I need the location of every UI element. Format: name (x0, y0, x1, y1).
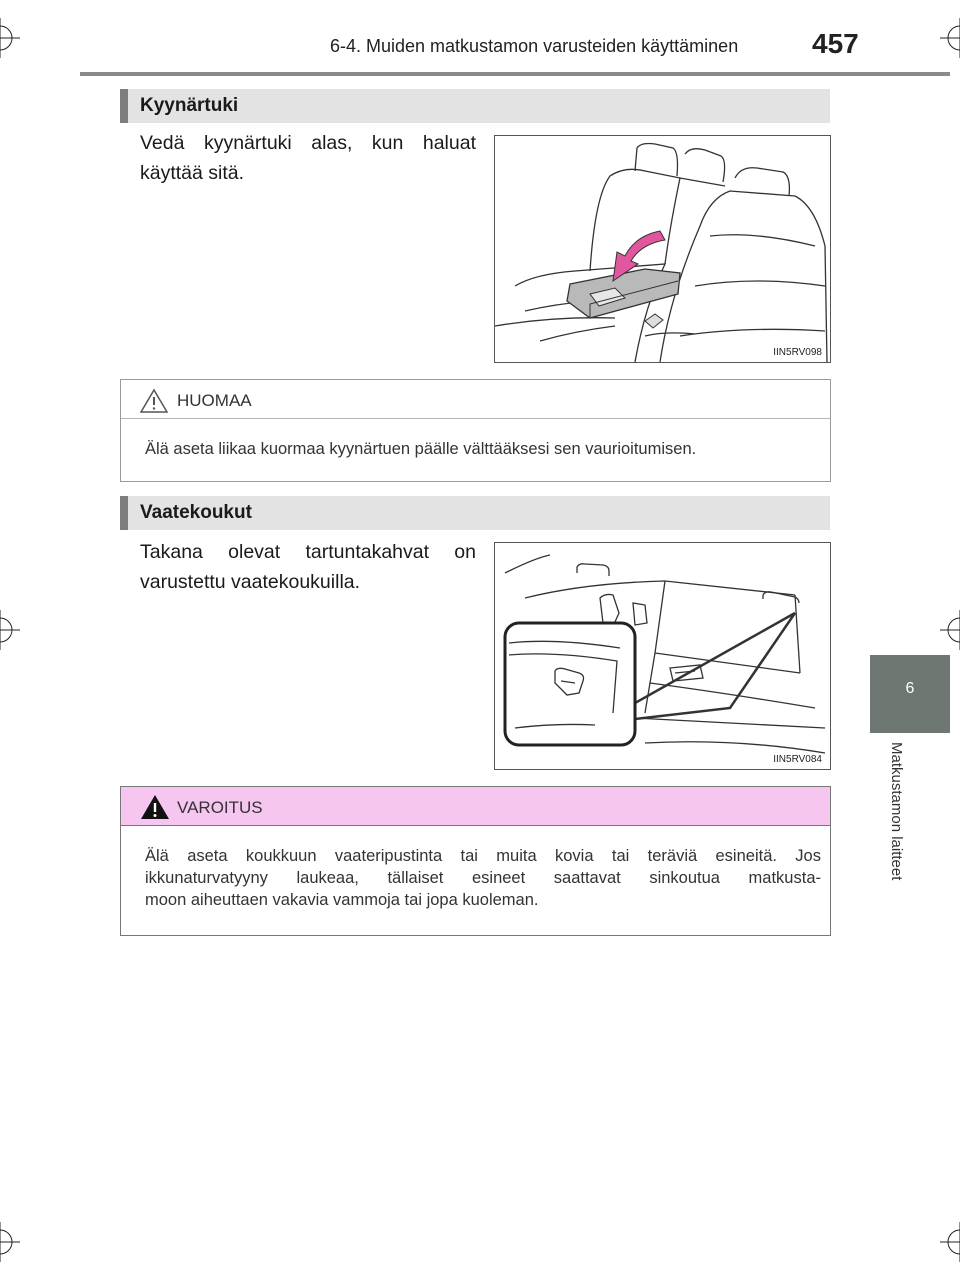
armrest-text-line: käyttää sitä. (140, 162, 245, 184)
armrest-body-text (140, 128, 476, 188)
warning-triangle-icon (139, 793, 171, 826)
coat-hooks-text-line: varustettu vaatekoukuilla. (140, 571, 361, 593)
notice-label: HUOMAA (177, 391, 252, 410)
armrest-illustration (494, 135, 831, 363)
coat-hooks-text-line: Takana olevat tartuntakahvat on (140, 541, 476, 563)
coat-hook-illustration (494, 542, 831, 770)
section-heading-armrest: Kyynärtuki (120, 89, 830, 123)
registration-mark-icon (940, 1222, 960, 1262)
registration-mark-icon (0, 18, 20, 58)
coat-hooks-body-text (140, 537, 476, 597)
registration-mark-icon (940, 610, 960, 650)
registration-mark-icon (0, 1222, 20, 1262)
armrest-text-line: Vedä kyynärtuki alas, kun haluat (140, 132, 476, 154)
figure-code-coat-hooks: IIN5RV084 (773, 754, 822, 765)
warning-label: VAROITUS (177, 798, 263, 817)
section-heading-coat-hooks: Vaatekoukut (120, 496, 830, 530)
notice-box (120, 379, 831, 482)
notice-text: Älä aseta liikaa kuormaa kyynärtuen päälle välttääksesi sen vaurioitumisen. (145, 440, 697, 458)
warning-text-line: ikkunaturvatyyny laukeaa, tällaiset esineet saattavat sinkoutua matkusta- (145, 869, 821, 887)
chapter-label: Matkustamon laitteet (888, 742, 905, 881)
registration-mark-icon (940, 18, 960, 58)
page-number: 457 (812, 28, 859, 59)
warning-text-line: moon aiheuttaen vakavia vammoja tai jopa kuoleman. (145, 891, 539, 909)
header-rule (80, 72, 950, 76)
caution-triangle-icon (139, 388, 169, 419)
registration-mark-icon (0, 610, 20, 650)
warning-box (120, 786, 831, 936)
notice-header (121, 380, 830, 419)
warning-text-line: Älä aseta koukkuun vaateripustinta tai muita kovia tai teräviä esineitä. Jos (145, 847, 821, 865)
warning-header (121, 787, 830, 826)
figure-code-armrest: IIN5RV098 (773, 347, 822, 358)
chapter-number: 6 (905, 680, 915, 697)
warning-text (145, 845, 821, 911)
header-title: 6-4. Muiden matkustamon varusteiden käyttäminen (330, 36, 739, 56)
